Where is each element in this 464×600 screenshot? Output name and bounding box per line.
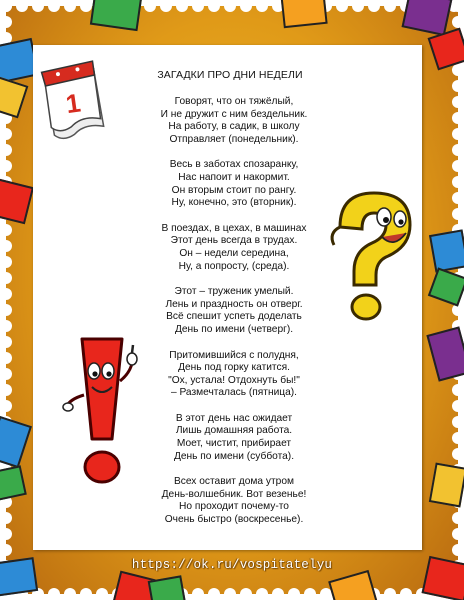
perforation-hole xyxy=(0,368,12,380)
perforation-hole xyxy=(0,240,12,252)
riddle-line: День по имени (четверг). xyxy=(174,323,294,335)
perforation-hole xyxy=(0,224,12,236)
perforation-hole xyxy=(208,0,220,12)
perforation-hole xyxy=(452,416,464,428)
riddle-line: Он – недели середина, xyxy=(179,247,289,259)
riddle-line: Он вторым стоит по рангу. xyxy=(171,184,297,196)
riddle-stanza xyxy=(60,223,408,273)
perforation-hole xyxy=(384,588,396,600)
riddle-stanza xyxy=(60,413,408,463)
perforation-hole xyxy=(0,144,12,156)
riddle-line: Отправляет (понедельник). xyxy=(169,133,299,145)
riddle-stanza xyxy=(60,96,408,146)
perforation-hole xyxy=(452,544,464,556)
perforation-hole xyxy=(0,400,12,412)
riddle-line: – Размечталась (пятница). xyxy=(170,387,297,399)
riddle-line: Лень и праздность он отверг. xyxy=(165,298,303,310)
perforation-hole xyxy=(0,336,12,348)
perforation-hole xyxy=(452,144,464,156)
riddle-line: "Ох, устала! Отдохнуть бы!" xyxy=(168,374,300,386)
perforation-hole xyxy=(80,0,92,12)
perforation-hole xyxy=(272,588,284,600)
perforation-hole xyxy=(48,588,60,600)
riddle-line: Нас напоит и накормит. xyxy=(178,171,290,183)
perforation-hole xyxy=(16,0,28,12)
perforation-hole xyxy=(452,384,464,396)
perforation-hole xyxy=(452,192,464,204)
perforation-hole xyxy=(0,544,12,556)
perforation-hole xyxy=(0,288,12,300)
perforation-hole xyxy=(0,352,12,364)
perforation-hole xyxy=(160,0,172,12)
riddle-line: Ну, конечно, это (вторник). xyxy=(171,197,297,209)
sticker-decoration xyxy=(429,229,464,272)
riddle-line: Всех оставит дома утром xyxy=(173,476,295,488)
perforation-hole xyxy=(192,0,204,12)
perforation-hole xyxy=(452,64,464,76)
perforation-hole xyxy=(192,588,204,600)
perforation-hole xyxy=(240,588,252,600)
riddle-line: Но проходит почему-то xyxy=(179,501,289,513)
riddle-line: День-волшебник. Вот везенье! xyxy=(161,488,307,500)
riddle-line: Притомившийся с полудня, xyxy=(169,349,299,361)
perforation-hole xyxy=(452,400,464,412)
perforation-hole xyxy=(0,0,12,12)
riddle-line: На работу, в садик, в школу xyxy=(168,121,300,133)
sticker-decoration xyxy=(148,575,187,600)
perforation-hole xyxy=(0,160,12,172)
perforation-hole xyxy=(352,0,364,12)
perforation-hole xyxy=(0,16,12,28)
perforation-hole xyxy=(0,512,12,524)
perforation-hole xyxy=(452,432,464,444)
perforation-hole xyxy=(96,588,108,600)
riddle-stanza xyxy=(60,476,408,526)
perforation-hole xyxy=(80,588,92,600)
riddle-line: Ну, а попросту, (среда). xyxy=(178,260,290,272)
riddle-line: И не дружит с ним бездельник. xyxy=(160,108,308,120)
perforation-hole xyxy=(144,0,156,12)
perforation-hole xyxy=(452,96,464,108)
perforation-hole xyxy=(224,588,236,600)
perforation-hole xyxy=(304,588,316,600)
perforation-hole xyxy=(452,176,464,188)
perforation-hole xyxy=(452,80,464,92)
calendar-number: 1 xyxy=(63,87,83,120)
perforation-hole xyxy=(240,0,252,12)
perforation-hole xyxy=(452,208,464,220)
perforation-hole xyxy=(0,272,12,284)
perforation-hole xyxy=(452,448,464,460)
page-title: ЗАГАДКИ ПРО ДНИ НЕДЕЛИ xyxy=(157,69,303,81)
perforation-hole xyxy=(368,0,380,12)
perforation-hole xyxy=(452,160,464,172)
riddle-list xyxy=(60,96,408,540)
perforation-hole xyxy=(0,384,12,396)
riddle-line: Говорят, что он тяжёлый, xyxy=(174,96,294,107)
perforation-hole xyxy=(452,0,464,12)
riddle-line: Этот – труженик умелый. xyxy=(174,286,294,298)
riddle-stanza xyxy=(60,350,408,400)
perforation-hole xyxy=(256,588,268,600)
perforation-hole xyxy=(208,588,220,600)
perforation-hole xyxy=(0,528,12,540)
source-url-link[interactable]: https://ok.ru/vospitatelyu xyxy=(131,558,333,572)
perforation-hole xyxy=(452,512,464,524)
riddle-line: Всё спешит успеть доделать xyxy=(166,311,302,323)
riddle-line: В этот день нас ожидает xyxy=(175,412,293,424)
sticker-decoration xyxy=(280,0,327,28)
riddle-line: День по имени (суббота). xyxy=(173,450,295,462)
riddle-line: Очень быстро (воскресенье). xyxy=(164,514,304,526)
perforation-hole xyxy=(0,304,12,316)
perforation-hole xyxy=(0,128,12,140)
riddle-line: Весь в заботах спозаранку, xyxy=(169,159,299,171)
perforation-hole xyxy=(452,528,464,540)
perforation-hole xyxy=(400,588,412,600)
perforation-hole xyxy=(64,588,76,600)
perforation-hole xyxy=(32,0,44,12)
perforation-hole xyxy=(176,0,188,12)
perforation-hole xyxy=(224,0,236,12)
riddle-line: День под горку катится. xyxy=(178,362,290,374)
riddle-line: В поездах, в цехах, в машинах xyxy=(161,222,307,234)
perforation-hole xyxy=(64,0,76,12)
perforation-hole xyxy=(0,320,12,332)
perforation-hole xyxy=(336,0,348,12)
perforation-hole xyxy=(452,128,464,140)
perforation-hole xyxy=(384,0,396,12)
perforation-hole xyxy=(48,0,60,12)
riddle-line: Моет, чистит, прибирает xyxy=(176,438,292,450)
perforation-hole xyxy=(452,16,464,28)
riddle-stanza xyxy=(60,159,408,209)
riddle-line: Лишь домашняя работа. xyxy=(175,425,293,437)
perforation-hole xyxy=(0,256,12,268)
perforation-hole xyxy=(288,588,300,600)
perforation-hole xyxy=(256,0,268,12)
sticker-decoration xyxy=(429,463,464,508)
perforation-hole xyxy=(452,112,464,124)
riddle-stanza xyxy=(60,286,408,336)
riddle-line: Этот день всегда в трудах. xyxy=(170,235,298,247)
